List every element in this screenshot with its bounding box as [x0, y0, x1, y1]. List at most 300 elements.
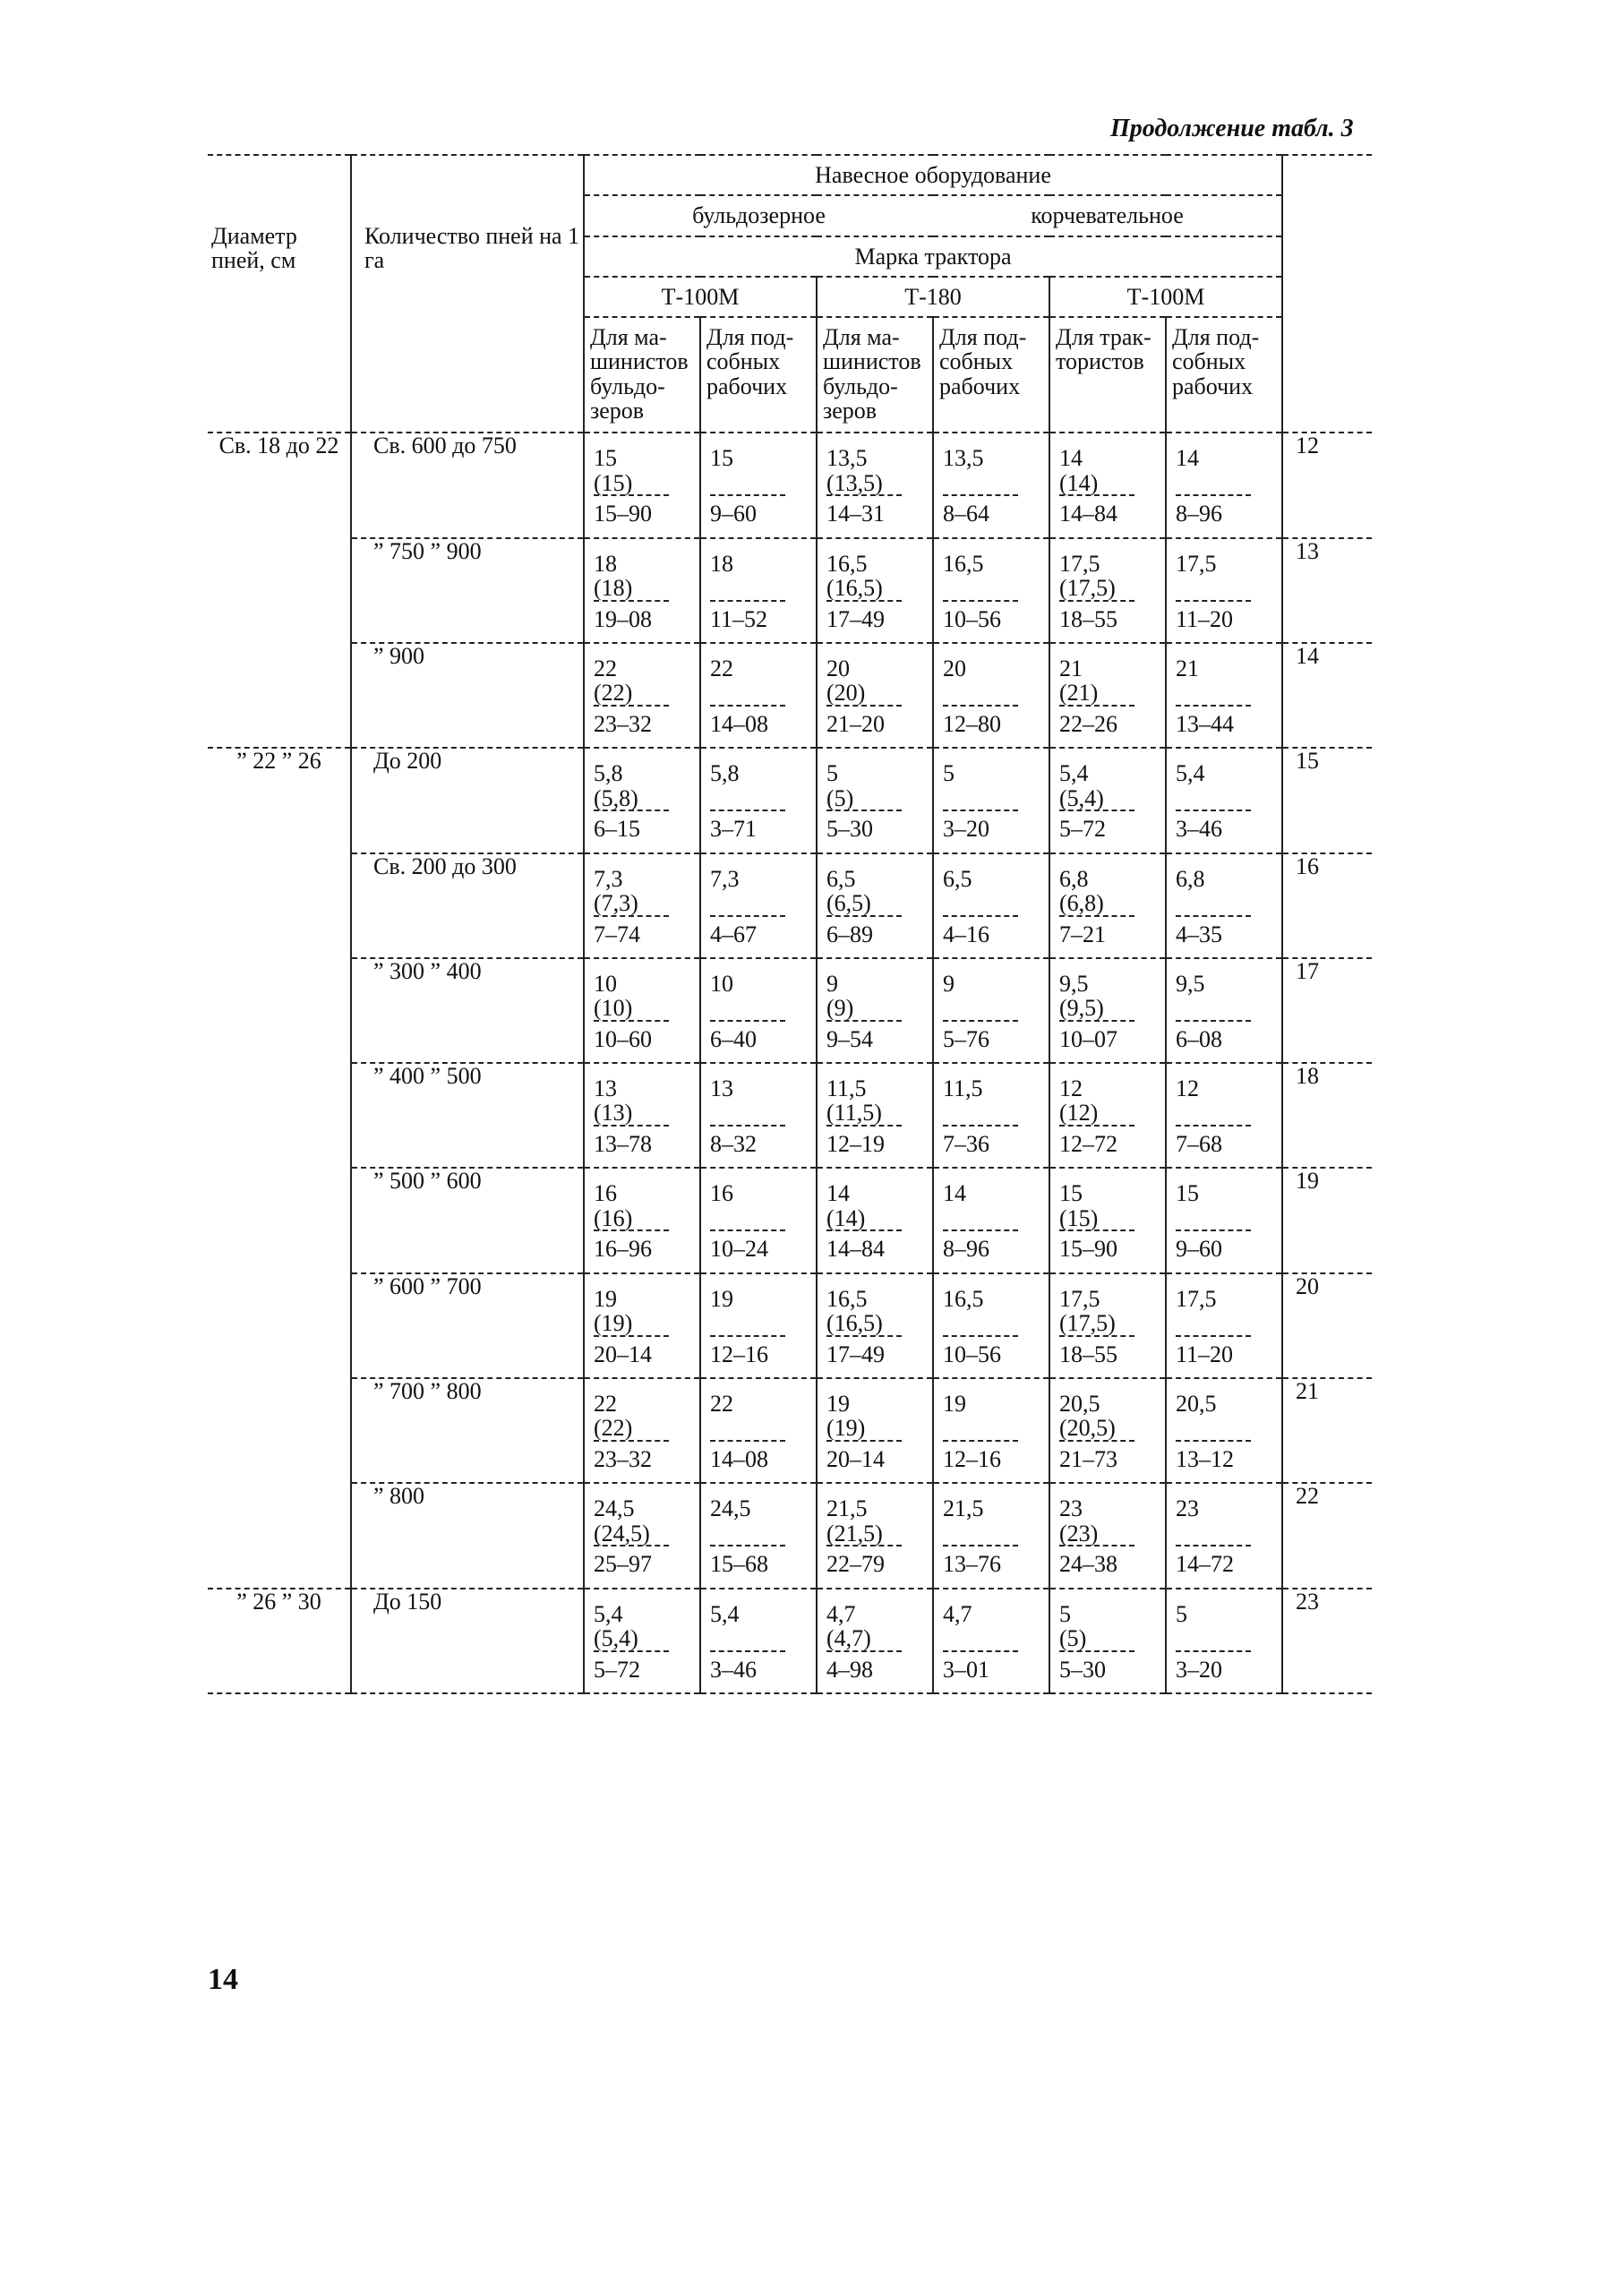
quantity-cell: Св. 200 до 300: [351, 853, 584, 958]
norm-value-paren: (19): [826, 1415, 866, 1442]
table-row: [208, 853, 1372, 958]
norm-cell: [584, 643, 700, 748]
norm-value: [594, 1392, 696, 1440]
norm-value-main: 20,5: [1176, 1391, 1217, 1418]
quantity-cell: ” 500 ” 600: [351, 1168, 584, 1272]
rate-value: 21–20: [826, 705, 902, 736]
table-row: [208, 1273, 1372, 1378]
norm-value-main: 15: [594, 445, 617, 472]
norm-value: [943, 1392, 1045, 1440]
rate-value: 15–90: [594, 494, 669, 526]
norm-cell: [817, 1063, 933, 1168]
rate-value: 8–64: [943, 494, 1018, 526]
norm-value-main: 6,8: [1059, 865, 1089, 892]
norm-value-paren: (17,5): [1059, 1310, 1116, 1337]
norm-value: [943, 656, 1045, 705]
rate-value: 6–08: [1176, 1020, 1251, 1051]
norm-value-main: 6,5: [826, 865, 856, 892]
norm-cell: [933, 748, 1049, 852]
norm-value: [1176, 761, 1278, 810]
norm-value-paren: (16): [594, 1204, 633, 1231]
quantity-cell: ” 900: [351, 643, 584, 748]
norm-cell: [1049, 958, 1166, 1063]
quantity-cell: До 200: [351, 748, 584, 852]
rate-value: 14–84: [826, 1229, 902, 1261]
norm-value: [1059, 1287, 1161, 1335]
quantity-cell: ” 750 ” 900: [351, 538, 584, 643]
norm-value-main: 20: [943, 655, 966, 681]
norm-cell: [1166, 853, 1282, 958]
norm-value: [826, 867, 929, 915]
norm-cell: [584, 853, 700, 958]
norm-cell: [584, 1273, 700, 1378]
norm-value-paren: (5): [1059, 1624, 1087, 1651]
norm-cell: [1049, 1378, 1166, 1483]
norm-cell: [1049, 1483, 1166, 1588]
norm-value: [1059, 446, 1161, 494]
rate-value: 24–38: [1059, 1545, 1134, 1576]
norm-cell: [700, 433, 817, 537]
rate-value: 16–96: [594, 1229, 669, 1261]
norm-value-main: 23: [1176, 1495, 1199, 1522]
norm-cell: [817, 1273, 933, 1378]
norm-value-main: 10: [710, 970, 733, 997]
norm-cell: [584, 1589, 700, 1693]
norm-value-paren: (21): [1059, 680, 1099, 707]
rate-value: 23–32: [594, 705, 669, 736]
norm-value-paren: (14): [1059, 469, 1099, 496]
norm-value: [594, 761, 696, 810]
norm-value-main: 19: [594, 1285, 617, 1312]
rate-value: 11–52: [710, 600, 785, 631]
rate-value: 5–30: [1059, 1650, 1134, 1682]
norm-value-paren: (11,5): [826, 1100, 882, 1127]
norm-value-main: 20,5: [1059, 1391, 1100, 1418]
norm-value-main: 13: [710, 1075, 733, 1102]
diameter-cell: ” 26 ” 30: [208, 1589, 351, 1693]
norm-value-paren: (13): [594, 1100, 633, 1127]
norm-value: [943, 1287, 1045, 1335]
norm-value-main: 21: [1176, 655, 1199, 681]
subheader-cell: Для ма-шинистов бульдо-зеров: [817, 317, 933, 433]
norm-value-paren: (16,5): [826, 1310, 883, 1337]
norm-value-main: 19: [943, 1391, 966, 1418]
norm-value: [826, 1496, 929, 1545]
norm-cell: [1166, 643, 1282, 748]
norm-value: [943, 446, 1045, 494]
norm-value-main: 19: [710, 1285, 733, 1312]
norm-value-paren: (14): [826, 1204, 866, 1231]
rate-value: 14–31: [826, 494, 902, 526]
norm-value: [943, 1076, 1045, 1125]
norm-value: [1059, 1602, 1161, 1650]
rate-value: 5–72: [1059, 810, 1134, 841]
norm-value: [710, 656, 812, 705]
header-diameter: Диаметр пней, см: [208, 155, 351, 433]
norm-cell: [1049, 748, 1166, 852]
norm-value-paren: (12): [1059, 1100, 1099, 1127]
rate-value: 4–35: [1176, 915, 1251, 947]
rate-value: 10–56: [943, 1335, 1018, 1366]
rate-value: 15–68: [710, 1545, 785, 1576]
norm-value-main: 6,5: [943, 865, 972, 892]
rate-value: 12–16: [710, 1335, 785, 1366]
norm-value-main: 14: [826, 1180, 850, 1207]
rate-value: 3–20: [1176, 1650, 1251, 1682]
norm-value-main: 22: [594, 655, 617, 681]
header-blank: [1282, 155, 1372, 433]
rate-value: 11–20: [1176, 1335, 1251, 1366]
norm-value: [594, 1076, 696, 1125]
norm-cell: [1049, 1589, 1166, 1693]
norm-value: [710, 1287, 812, 1335]
norm-value: [1059, 552, 1161, 600]
norm-value: [943, 1496, 1045, 1545]
header-t100m-rooter: Т-100М: [1049, 277, 1282, 317]
rate-value: 4–67: [710, 915, 785, 947]
norm-value-main: 14: [943, 1180, 966, 1207]
norm-value-main: 4,7: [826, 1600, 856, 1627]
norm-value: [1176, 1496, 1278, 1545]
norm-cell: [933, 1589, 1049, 1693]
norm-value-main: 13: [594, 1075, 617, 1102]
norm-cell: [700, 1378, 817, 1483]
row-number: 22: [1282, 1483, 1372, 1588]
rate-value: 3–71: [710, 810, 785, 841]
norm-value: [1176, 1392, 1278, 1440]
quantity-cell: ” 800: [351, 1483, 584, 1588]
norm-value-main: 5: [943, 760, 955, 787]
norm-value-paren: (6,5): [826, 889, 871, 916]
norm-cell: [700, 1273, 817, 1378]
norm-value-main: 17,5: [1176, 1285, 1217, 1312]
norm-value: [943, 552, 1045, 600]
table-row: [208, 538, 1372, 643]
norm-cell: [584, 958, 700, 1063]
norm-value-main: 5,4: [710, 1600, 740, 1627]
table-row: [208, 958, 1372, 1063]
rate-value: 14–08: [710, 705, 785, 736]
header-rooter: корчевательное: [933, 195, 1282, 236]
norm-cell: [817, 853, 933, 958]
rate-value: 18–55: [1059, 1335, 1134, 1366]
norm-value: [1176, 552, 1278, 600]
rate-value: 17–49: [826, 600, 902, 631]
norm-value: [826, 1392, 929, 1440]
norm-value-paren: (15): [1059, 1204, 1099, 1231]
norm-value-main: 5: [1176, 1600, 1187, 1627]
norm-value-main: 6,8: [1176, 865, 1205, 892]
norm-value-main: 7,3: [710, 865, 740, 892]
norm-value-main: 19: [826, 1391, 850, 1418]
norm-value: [826, 1076, 929, 1125]
rate-value: 6–15: [594, 810, 669, 841]
norm-value-paren: (15): [594, 469, 633, 496]
norm-value-main: 14: [1176, 445, 1199, 472]
norm-value-main: 17,5: [1059, 1285, 1100, 1312]
rate-value: 3–20: [943, 810, 1018, 841]
norm-value-main: 11,5: [943, 1075, 983, 1102]
norm-value: [943, 867, 1045, 915]
diameter-cell: Св. 18 до 22: [208, 433, 351, 748]
rate-value: 13–44: [1176, 705, 1251, 736]
rate-value: 14–72: [1176, 1545, 1251, 1576]
norm-value-main: 22: [710, 655, 733, 681]
norm-cell: [700, 643, 817, 748]
norm-value-main: 18: [594, 550, 617, 577]
norm-cell: [933, 538, 1049, 643]
norm-value: [943, 761, 1045, 810]
norm-value: [710, 1496, 812, 1545]
norm-value: [710, 552, 812, 600]
norm-value-main: 12: [1176, 1075, 1199, 1102]
table-row: [208, 643, 1372, 748]
norm-value: [710, 1602, 812, 1650]
norm-value-paren: (5): [826, 784, 854, 811]
norm-cell: [933, 433, 1049, 537]
rate-value: 9–54: [826, 1020, 902, 1051]
rate-value: 20–14: [826, 1440, 902, 1471]
header-bulldozer: бульдозерное: [584, 195, 933, 236]
norm-value-paren: (22): [594, 1415, 633, 1442]
subheader-cell: Для под-собных рабочих: [700, 317, 817, 433]
norm-value-paren: (13,5): [826, 469, 883, 496]
rate-value: 19–08: [594, 600, 669, 631]
rate-value: 4–98: [826, 1650, 902, 1682]
norm-cell: [1166, 1483, 1282, 1588]
norm-value: [1176, 1181, 1278, 1229]
rate-value: 3–46: [710, 1650, 785, 1682]
rate-value: 14–84: [1059, 494, 1134, 526]
header-equipment: Навесное оборудование: [584, 155, 1282, 195]
norm-value-main: 22: [594, 1391, 617, 1418]
norm-value-main: 5,4: [594, 1600, 623, 1627]
norm-cell: [1049, 853, 1166, 958]
norm-value-paren: (6,8): [1059, 889, 1104, 916]
quantity-cell: ” 400 ” 500: [351, 1063, 584, 1168]
norm-cell: [933, 1063, 1049, 1168]
norm-cell: [1166, 958, 1282, 1063]
norm-cell: [700, 853, 817, 958]
norm-value-main: 21,5: [943, 1495, 984, 1522]
norm-cell: [817, 1168, 933, 1272]
norm-cell: [1049, 1168, 1166, 1272]
rate-value: 9–60: [1176, 1229, 1251, 1261]
norm-value: [826, 552, 929, 600]
norm-value-paren: (5,4): [1059, 784, 1104, 811]
rate-value: 6–89: [826, 915, 902, 947]
norm-cell: [700, 1063, 817, 1168]
rate-value: 5–30: [826, 810, 902, 841]
rate-value: 12–80: [943, 705, 1018, 736]
norm-value-paren: (20): [826, 680, 866, 707]
norm-value: [1059, 1076, 1161, 1125]
subheader-cell: Для под-собных рабочих: [933, 317, 1049, 433]
norm-value-main: 9: [943, 970, 955, 997]
norm-value-paren: (7,3): [594, 889, 638, 916]
rate-value: 23–32: [594, 1440, 669, 1471]
norm-cell: [700, 1589, 817, 1693]
page-number: 14: [208, 1963, 238, 1996]
norm-value-main: 5,8: [594, 760, 623, 787]
norm-value: [1176, 972, 1278, 1020]
norm-value: [594, 1602, 696, 1650]
rate-value: 25–97: [594, 1545, 669, 1576]
norm-value-paren: (9): [826, 995, 854, 1022]
norm-value-main: 16: [594, 1180, 617, 1207]
norm-cell: [933, 1168, 1049, 1272]
norm-cell: [584, 433, 700, 537]
rate-value: 13–76: [943, 1545, 1018, 1576]
row-number: 15: [1282, 748, 1372, 852]
norm-value: [1176, 446, 1278, 494]
row-number: 19: [1282, 1168, 1372, 1272]
rate-value: 8–32: [710, 1125, 785, 1156]
norm-cell: [584, 1378, 700, 1483]
norm-value-paren: (16,5): [826, 574, 883, 601]
norm-value-main: 9,5: [1059, 970, 1089, 997]
norm-value-main: 10: [594, 970, 617, 997]
norm-cell: [817, 538, 933, 643]
rate-value: 11–20: [1176, 600, 1251, 631]
rate-value: 7–68: [1176, 1125, 1251, 1156]
norm-value-main: 16,5: [943, 1285, 984, 1312]
row-number: 21: [1282, 1378, 1372, 1483]
rate-value: 12–72: [1059, 1125, 1134, 1156]
norm-value: [826, 972, 929, 1020]
table-body: [208, 433, 1372, 1693]
norm-value-paren: (24,5): [594, 1520, 650, 1546]
norm-value: [710, 867, 812, 915]
norm-value-main: 15: [1176, 1180, 1199, 1207]
subheader-cell: Для ма-шинистов бульдо-зеров: [584, 317, 700, 433]
norm-value-main: 16,5: [826, 1285, 868, 1312]
norm-cell: [817, 1483, 933, 1588]
norm-value-paren: (20,5): [1059, 1415, 1116, 1442]
header-t100m: Т-100М: [584, 277, 817, 317]
norm-value: [826, 1602, 929, 1650]
table-row: [208, 1168, 1372, 1272]
norm-cell: [1166, 1378, 1282, 1483]
rate-value: 13–78: [594, 1125, 669, 1156]
rate-value: 5–72: [594, 1650, 669, 1682]
norm-cell: [1049, 1273, 1166, 1378]
rate-value: 9–60: [710, 494, 785, 526]
norm-value-main: 9: [826, 970, 838, 997]
norm-value: [1176, 656, 1278, 705]
norm-value-main: 12: [1059, 1075, 1083, 1102]
norm-cell: [584, 538, 700, 643]
norm-value-main: 24,5: [594, 1495, 635, 1522]
rate-value: 3–46: [1176, 810, 1251, 841]
norm-value-main: 5: [1059, 1600, 1071, 1627]
rate-value: 7–36: [943, 1125, 1018, 1156]
rate-value: 8–96: [943, 1229, 1018, 1261]
norm-value: [1176, 1076, 1278, 1125]
norm-cell: [584, 1483, 700, 1588]
norm-cell: [817, 433, 933, 537]
norm-value-paren: (23): [1059, 1520, 1099, 1546]
rate-value: 18–55: [1059, 600, 1134, 631]
norm-cell: [1166, 1168, 1282, 1272]
subheader-cell: Для трак-тористов: [1049, 317, 1166, 433]
row-number: 20: [1282, 1273, 1372, 1378]
norm-value: [594, 972, 696, 1020]
norm-value-main: 21,5: [826, 1495, 868, 1522]
norm-value: [1059, 1181, 1161, 1229]
quantity-cell: ” 600 ” 700: [351, 1273, 584, 1378]
table-row: [208, 1483, 1372, 1588]
norm-value: [1176, 1602, 1278, 1650]
norm-cell: [1166, 1273, 1282, 1378]
norm-cell: [1166, 538, 1282, 643]
norm-value-main: 16,5: [826, 550, 868, 577]
row-number: 13: [1282, 538, 1372, 643]
rate-value: 4–16: [943, 915, 1018, 947]
norm-value-main: 20: [826, 655, 850, 681]
norm-cell: [817, 1589, 933, 1693]
norm-value: [1059, 656, 1161, 705]
norm-value: [710, 1181, 812, 1229]
norm-value-main: 5: [826, 760, 838, 787]
norm-value-paren: (19): [594, 1310, 633, 1337]
norm-value-main: 13,5: [826, 445, 868, 472]
norm-value-main: 23: [1059, 1495, 1083, 1522]
norm-cell: [1049, 538, 1166, 643]
norm-cell: [1166, 1063, 1282, 1168]
rate-value: 10–56: [943, 600, 1018, 631]
norm-cell: [700, 1168, 817, 1272]
norm-value: [594, 1287, 696, 1335]
norm-value: [1176, 1287, 1278, 1335]
norm-cell: [933, 643, 1049, 748]
row-number: 17: [1282, 958, 1372, 1063]
rate-value: 20–14: [594, 1335, 669, 1366]
norm-value-main: 5,4: [1176, 760, 1205, 787]
row-number: 14: [1282, 643, 1372, 748]
norm-value-main: 4,7: [943, 1600, 972, 1627]
rate-value: 5–76: [943, 1020, 1018, 1051]
norm-value: [594, 656, 696, 705]
continuation-label: Продолжение табл. 3: [1110, 115, 1354, 142]
table-row: [208, 433, 1372, 537]
row-number: 12: [1282, 433, 1372, 537]
table-row: [208, 1378, 1372, 1483]
rate-value: 7–21: [1059, 915, 1134, 947]
norm-value-main: 21: [1059, 655, 1083, 681]
norm-value-main: 22: [710, 1391, 733, 1418]
norm-value: [1059, 761, 1161, 810]
norm-value-main: 18: [710, 550, 733, 577]
norm-value-main: 24,5: [710, 1495, 751, 1522]
norm-value: [943, 1181, 1045, 1229]
norm-value: [710, 1076, 812, 1125]
rate-value: 6–40: [710, 1020, 785, 1051]
norm-cell: [817, 748, 933, 852]
norm-value: [594, 446, 696, 494]
row-number: 23: [1282, 1589, 1372, 1693]
norm-cell: [817, 1378, 933, 1483]
norm-cell: [1049, 1063, 1166, 1168]
rate-value: 21–73: [1059, 1440, 1134, 1471]
norm-cell: [700, 748, 817, 852]
norm-value: [1059, 1496, 1161, 1545]
rate-value: 10–24: [710, 1229, 785, 1261]
norm-value-main: 16: [710, 1180, 733, 1207]
norm-value-main: 15: [710, 445, 733, 472]
norm-cell: [933, 1378, 1049, 1483]
norm-value: [943, 972, 1045, 1020]
